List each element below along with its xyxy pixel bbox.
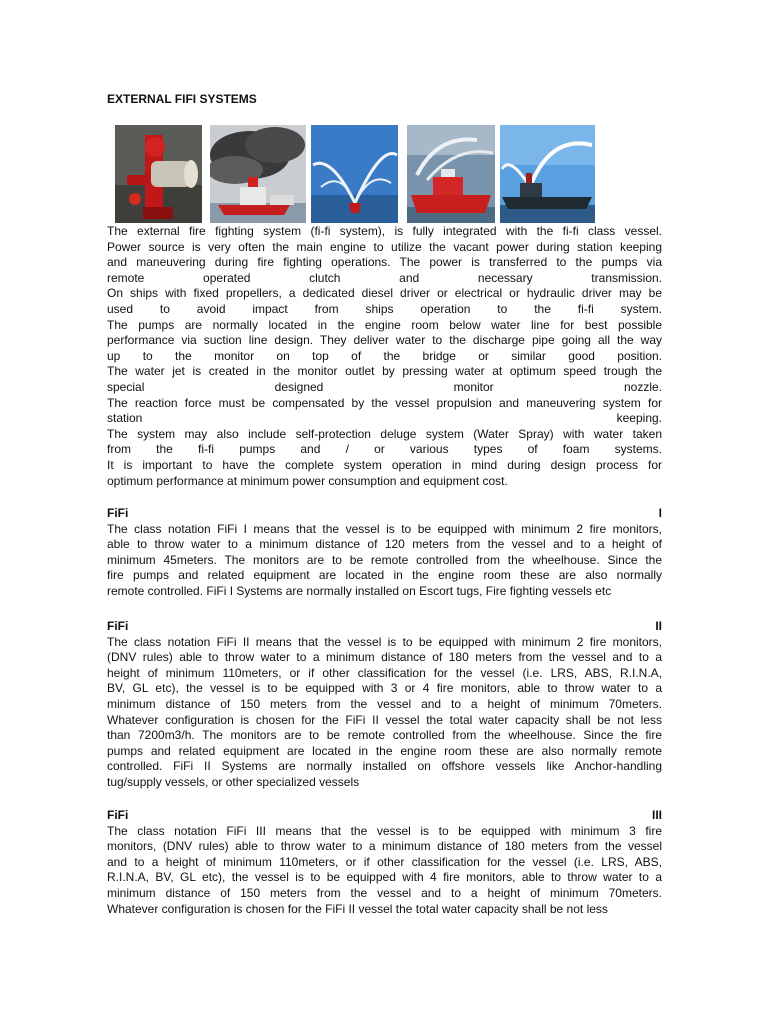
text-line: remote operated clutch and necessary transmission. xyxy=(107,270,662,285)
text-line: than 7200m3/h. The monitors are to be remote controlled from the wheelhouse. Since the fire xyxy=(107,728,662,743)
text-line: The water jet is created in the monitor outlet by pressing water at optimum speed trough the xyxy=(107,364,662,379)
text-line: (DNV rules) able to throw water to a minimum distance of 180 meters from the vessel and to a xyxy=(107,650,662,665)
text-line: optimum performance at minimum power consumption and equipment cost. xyxy=(107,473,508,488)
text-line: special designed monitor nozzle. xyxy=(107,379,662,394)
text-line: used to avoid impact from ships operation to the fi-fi system. xyxy=(107,301,662,316)
section-heading-label: FiFi xyxy=(107,506,129,520)
section-fifi-1 xyxy=(107,506,662,600)
section-heading-class: I xyxy=(658,506,662,520)
text-line: performance via suction line design. They deliver water to the discharge pipe going all the way xyxy=(107,333,662,348)
text-line: remote controlled. FiFi I Systems are normally installed on Escort tugs, Fire fighting vessels etc xyxy=(107,583,612,598)
text-line: from the fi-fi pumps and / or various types of foam systems. xyxy=(107,442,662,457)
text-line: The reaction force must be compensated by the vessel propulsion and maneuvering system for xyxy=(107,395,662,410)
fireboat-smoke-photo xyxy=(210,125,306,223)
text-line: The system may also include self-protection deluge system (Water Spray) with water taken xyxy=(107,426,662,441)
text-line: minimum distance of 150 meters from the vessel and to a height of minimum 70meters. xyxy=(107,885,662,900)
text-line: monitors, (DNV rules) able to throw water to a minimum distance of 180 meters from the vessel xyxy=(107,839,662,854)
section-fifi-3 xyxy=(107,808,662,917)
text-line: pumps and related equipment are located in the engine room these are also normally remote xyxy=(107,743,662,758)
text-line: The external fire fighting system (fi-fi system), is fully integrated with the fi-fi class vessel. xyxy=(107,224,662,238)
text-line: Power source is very often the main engine to utilize the vacant power during station keeping xyxy=(107,239,662,254)
text-line: fire pumps and related equipment are located in the engine room these are also normally xyxy=(107,568,662,583)
text-line: The class notation FiFi III means that the vessel is to be equipped with minimum 3 fire xyxy=(107,823,662,838)
page-title: EXTERNAL FIFI SYSTEMS xyxy=(107,92,257,106)
photo-strip xyxy=(115,125,615,223)
section-heading xyxy=(107,619,662,635)
red-tug-spraying-photo xyxy=(407,125,495,223)
section-heading-class: II xyxy=(655,619,662,633)
text-line: station keeping. xyxy=(107,411,662,426)
text-line: The pumps are normally located in the engine room below water line for best possible xyxy=(107,317,662,332)
text-line: up to the monitor on top of the bridge or similar good position. xyxy=(107,348,662,363)
section-heading-class: III xyxy=(651,808,662,822)
text-line: The class notation FiFi II means that the vessel is to be equipped with minimum 2 fire monitors, xyxy=(107,634,662,649)
vessel-water-display-photo xyxy=(500,125,595,223)
text-line: On ships with fixed propellers, a dedicated diesel driver or electrical or hydraulic driver may be xyxy=(107,286,662,301)
intro-paragraph xyxy=(107,224,662,489)
text-line: The class notation FiFi I means that the vessel is to be equipped with minimum 2 fire monitors, xyxy=(107,521,662,536)
text-line: and maneuvering during fire fighting operations. The power is transferred to the pumps via xyxy=(107,255,662,270)
text-line: BV, GL etc), the vessel is to be equipped with 3 or 4 fire monitors, able to throw water to a xyxy=(107,681,662,696)
section-heading xyxy=(107,506,662,522)
text-line: able to throw water to a minimum distance of 120 meters from the vessel and to a height of xyxy=(107,537,662,552)
text-line: Whatever configuration is chosen for the FiFi II vessel the total water capacity shall be not less xyxy=(107,712,662,727)
text-line: height of minimum 110meters, or if other classification for the vessel (i.e. LRS, ABS, R.I.N.A, xyxy=(107,665,662,680)
text-line: It is important to have the complete system operation in mind during design process for xyxy=(107,457,662,472)
section-heading xyxy=(107,808,662,824)
text-line: R.I.N.A, BV, GL etc), the vessel is to be equipped with 4 fire monitors, able to throw water to a xyxy=(107,870,662,885)
text-line: and to a height of minimum 110meters, or if other classification for the vessel (i.e. LRS, ABS, xyxy=(107,854,662,869)
text-line: minimum distance of 150 meters from the vessel and to a height of minimum 70meters. xyxy=(107,696,662,711)
text-line: minimum 45meters. The monitors are to be remote controlled from the wheelhouse. Since the xyxy=(107,552,662,567)
text-line: tug/supply vessels, or other specialized vessels xyxy=(107,774,360,789)
text-line: Whatever configuration is chosen for the FiFi II vessel the total water capacity shall be not less xyxy=(107,901,608,916)
fireboat-water-jets-photo xyxy=(311,125,398,223)
section-heading-label: FiFi xyxy=(107,619,129,633)
text-line: controlled. FiFi II Systems are normally installed on offshore vessels like Anchor-handling xyxy=(107,759,662,774)
section-fifi-2 xyxy=(107,619,662,791)
fire-monitor-nozzle-photo xyxy=(115,125,202,223)
section-heading-label: FiFi xyxy=(107,808,129,822)
